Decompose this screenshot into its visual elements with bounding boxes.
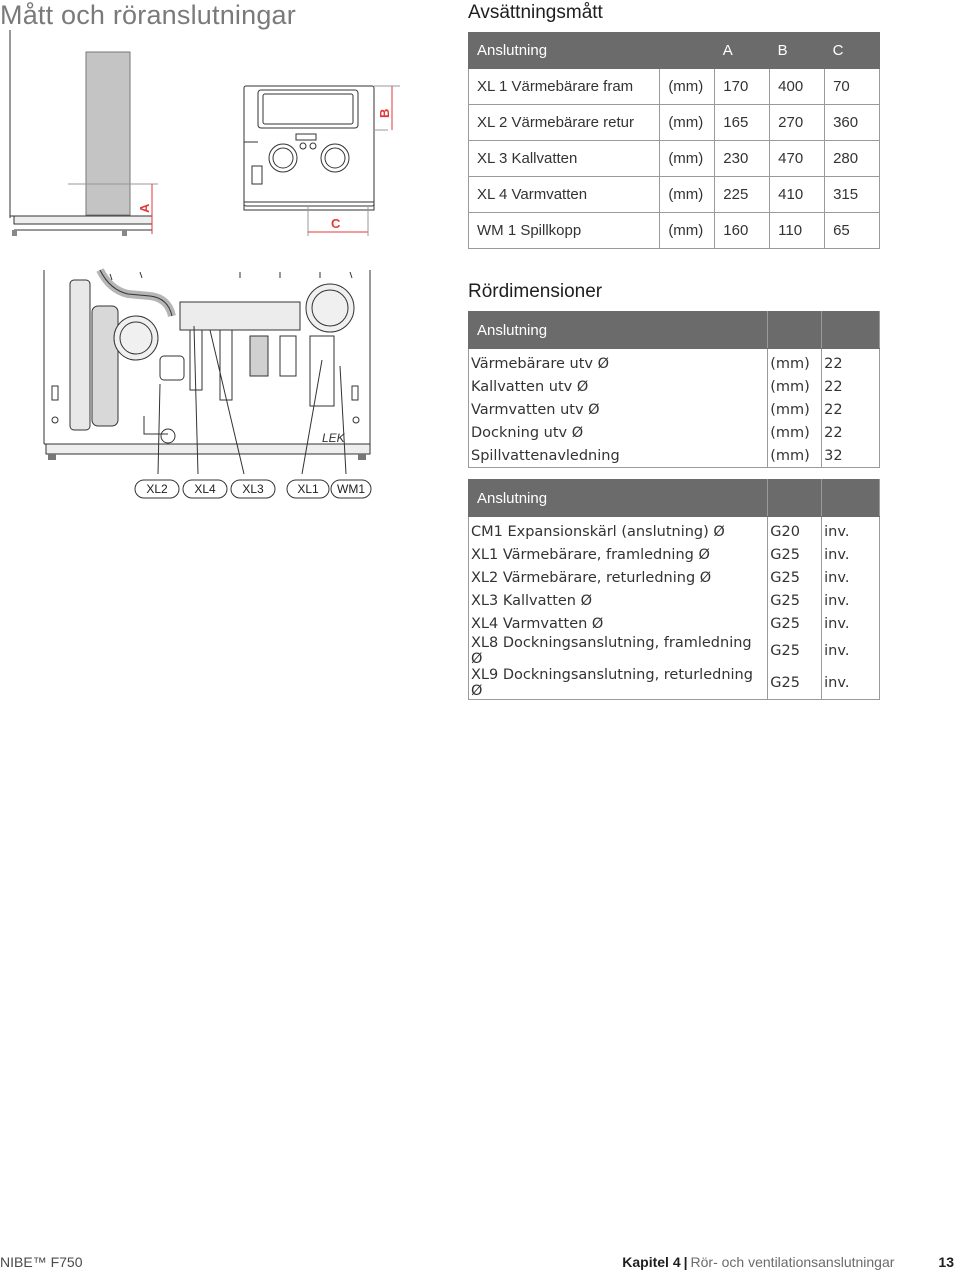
cell-name: CM1 Expansionskärl (anslutning) Ø [469, 517, 768, 544]
table-row [469, 177, 880, 213]
header-a: A [715, 33, 770, 69]
table-row [469, 517, 880, 544]
cell-c: 70 [825, 69, 880, 105]
cell-name: XL1 Värmebärare, framledning Ø [469, 543, 768, 566]
cell-name: XL3 Kallvatten Ø [469, 589, 768, 612]
footer-separator: | [683, 1254, 688, 1270]
dim-label-b: B [377, 108, 392, 118]
table-row [469, 612, 880, 635]
cell-a: 225 [715, 177, 770, 213]
cell-value: 22 [822, 349, 880, 376]
callout-xl2: XL2 [146, 482, 168, 496]
cell-name: XL 3 Kallvatten [469, 141, 660, 177]
cell-b: 470 [770, 141, 825, 177]
cell-name: WM 1 Spillkopp [469, 213, 660, 249]
cell-c: 280 [825, 141, 880, 177]
dim-label-a: A [137, 203, 152, 213]
dimension-diagram [0, 30, 460, 245]
cell-type: inv. [822, 566, 880, 589]
cell-c: 315 [825, 177, 880, 213]
footer-product: NIBE™ F750 [0, 1254, 83, 1270]
table-row [469, 69, 880, 105]
section-title-rordimensioner: Rördimensioner [468, 281, 603, 302]
header-value [822, 312, 880, 349]
rordimensioner-table [468, 311, 880, 468]
cell-unit: (mm) [660, 141, 715, 177]
header-anslutning: Anslutning [469, 33, 660, 69]
cell-unit: (mm) [660, 105, 715, 141]
brand-mark: LEK [322, 431, 345, 445]
cell-name: Dockning utv Ø [469, 421, 768, 444]
cell-b: 270 [770, 105, 825, 141]
cell-size: G25 [768, 543, 822, 566]
section-title-avsattning: Avsättningsmått [468, 2, 603, 23]
cell-unit: (mm) [768, 375, 822, 398]
table-header-row [469, 312, 880, 349]
cell-type: inv. [822, 635, 880, 667]
cell-unit: (mm) [768, 421, 822, 444]
table-header-row [469, 480, 880, 517]
header-unit [660, 33, 715, 69]
cell-type: inv. [822, 517, 880, 544]
table-row [469, 141, 880, 177]
table-row [469, 589, 880, 612]
table-row [469, 667, 880, 700]
table-row [469, 421, 880, 444]
header-type [822, 480, 880, 517]
table-row [469, 105, 880, 141]
table-row [469, 375, 880, 398]
cell-a: 165 [715, 105, 770, 141]
cell-name: Spillvattenavledning [469, 444, 768, 468]
page-title: Mått och röranslutningar [0, 0, 296, 30]
cell-type: inv. [822, 543, 880, 566]
header-b: B [770, 33, 825, 69]
cell-name: XL9 Dockningsanslutning, returledning Ø [469, 667, 768, 700]
table-row [469, 635, 880, 667]
cell-name: XL 2 Värmebärare retur [469, 105, 660, 141]
table-row [469, 349, 880, 376]
cell-value: 22 [822, 375, 880, 398]
cell-size: G25 [768, 635, 822, 667]
cell-size: G25 [768, 667, 822, 700]
callout-xl3: XL3 [242, 482, 264, 496]
cell-b: 400 [770, 69, 825, 105]
table-row [469, 398, 880, 421]
cell-unit: (mm) [768, 398, 822, 421]
cell-name: XL 4 Varmvatten [469, 177, 660, 213]
cell-name: XL 1 Värmebärare fram [469, 69, 660, 105]
footer-chapter: Kapitel 4 [622, 1254, 681, 1270]
avsattning-table [468, 32, 880, 249]
cell-type: inv. [822, 667, 880, 700]
cell-size: G20 [768, 517, 822, 544]
side-view [10, 30, 158, 236]
cell-a: 160 [715, 213, 770, 249]
cell-a: 170 [715, 69, 770, 105]
cell-value: 32 [822, 444, 880, 468]
dim-label-c: C [331, 216, 341, 231]
page-number: 13 [938, 1254, 954, 1270]
header-unit [768, 312, 822, 349]
cell-name: XL8 Dockningsanslutning, framledning Ø [469, 635, 768, 667]
cell-name: Kallvatten utv Ø [469, 375, 768, 398]
cell-size: G25 [768, 589, 822, 612]
table-header-row [469, 33, 880, 69]
callout-xl4: XL4 [194, 482, 216, 496]
footer-section: Rör- och ventilationsanslutningar [690, 1254, 895, 1270]
cell-value: 22 [822, 398, 880, 421]
table-row [469, 444, 880, 468]
cell-name: Varmvatten utv Ø [469, 398, 768, 421]
header-anslutning: Anslutning [469, 312, 768, 349]
header-c: C [825, 33, 880, 69]
cell-unit: (mm) [660, 177, 715, 213]
cell-c: 65 [825, 213, 880, 249]
cell-unit: (mm) [660, 69, 715, 105]
callout-row [134, 478, 374, 502]
connection-diagram [40, 266, 380, 502]
cell-name: XL4 Varmvatten Ø [469, 612, 768, 635]
callout-xl1: XL1 [297, 482, 319, 496]
cell-type: inv. [822, 612, 880, 635]
table-row [469, 566, 880, 589]
front-view [244, 86, 400, 236]
cell-b: 410 [770, 177, 825, 213]
cell-unit: (mm) [768, 349, 822, 376]
cell-unit: (mm) [768, 444, 822, 468]
footer-chapter-info [622, 1254, 954, 1270]
header-size [768, 480, 822, 517]
table-row [469, 543, 880, 566]
anslutning-table [468, 479, 880, 700]
cell-b: 110 [770, 213, 825, 249]
cell-value: 22 [822, 421, 880, 444]
cell-a: 230 [715, 141, 770, 177]
cell-c: 360 [825, 105, 880, 141]
table-row [469, 213, 880, 249]
cell-size: G25 [768, 566, 822, 589]
cell-size: G25 [768, 612, 822, 635]
header-anslutning: Anslutning [469, 480, 768, 517]
callout-wm1: WM1 [337, 482, 365, 496]
cell-type: inv. [822, 589, 880, 612]
cell-name: XL2 Värmebärare, returledning Ø [469, 566, 768, 589]
cell-name: Värmebärare utv Ø [469, 349, 768, 376]
cell-unit: (mm) [660, 213, 715, 249]
